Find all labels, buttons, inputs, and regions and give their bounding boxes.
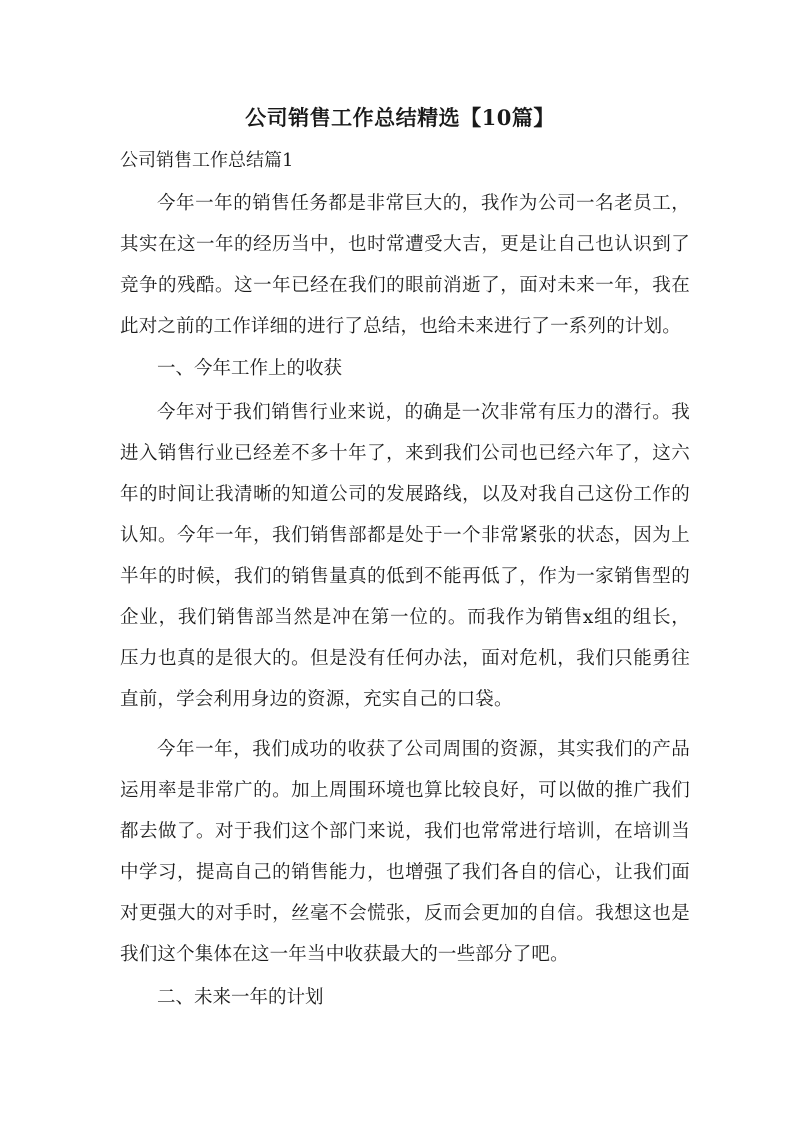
paragraph-pressure: 今年对于我们销售行业来说，的确是一次非常有压力的潜行。我进入销售行业已经差不多十年了，来到我们公司也已经六年了，这六年的时间让我清晰的知道公司的发展路线，以及对我自己这份工作的认知。今年一年，我们销售部都是处于一个非常紧张的状态，因为上半年的时候，我们的销售量真的低到不能再低了，作为一家销售型的企业，我们销售部当然是冲在第一位的。而我作为销售x组的组长，压力也真的是很大的。但是没有任何办法，面对危机，我们只能勇往直前，学会利用身边的资源，充实自己的口袋。	[120, 402, 690, 710]
section-heading-harvest: 一、今年工作上的收获	[157, 358, 343, 379]
document-subtitle: 公司销售工作总结篇1	[120, 150, 294, 171]
paragraph-intro: 今年一年的销售任务都是非常巨大的，我作为公司一名老员工，其实在这一年的经历当中，也时常遭受大吉，更是让自己也认识到了竞争的残酷。这一年已经在我们的眼前消逝了，面对未来一年，我在此对之前的工作详细的进行了总结，也给未来进行了一系列的计划。	[120, 193, 690, 337]
document-title: 公司销售工作总结精选【10篇】	[245, 105, 555, 130]
section-heading-plan: 二、未来一年的计划	[157, 987, 324, 1008]
paragraph-resources: 今年一年，我们成功的收获了公司周围的资源，其实我们的产品运用率是非常广的。加上周围环境也算比较良好，可以做的推广我们都去做了。对于我们这个部门来说，我们也常常进行培训，在培训当中学习，提高自己的销售能力，也增强了我们各自的信心，让我们面对更强大的对手时，丝毫不会慌张，反而会更加的自信。我想这也是我们这个集体在这一年当中收获最大的一些部分了吧。	[120, 739, 690, 965]
